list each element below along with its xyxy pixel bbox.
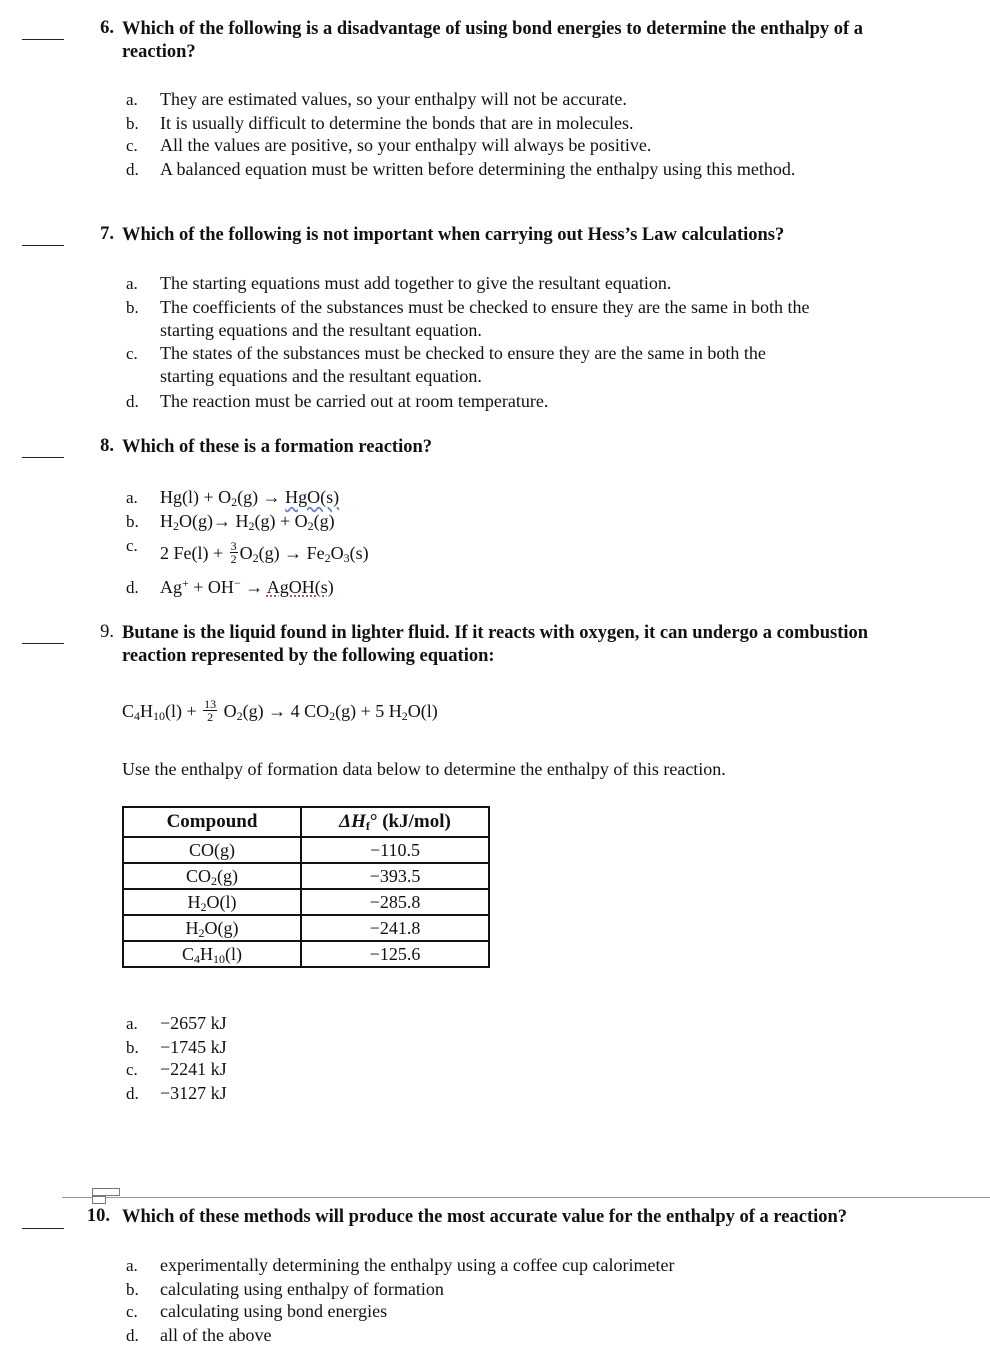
fraction-denominator: 2 (230, 552, 237, 567)
table-row (123, 863, 489, 889)
question-text (122, 622, 868, 668)
page-break-handle-bottom (92, 1196, 106, 1204)
option-letter: b. (126, 1038, 139, 1057)
fraction-numerator: 13 (204, 697, 217, 712)
option-text: −1745 kJ (160, 1037, 227, 1057)
table-cell-compound (123, 889, 301, 915)
equation-part: (g) (313, 511, 335, 531)
option-text: −3127 kJ (160, 1083, 227, 1103)
table-cell-compound (123, 837, 301, 863)
fraction (203, 698, 217, 723)
formula: (g) (217, 866, 238, 886)
table-cell-value: −125.6 (301, 941, 489, 967)
table-header-row (123, 807, 489, 837)
formula: (l) (225, 944, 242, 964)
delta-h-symbol: ΔH (339, 811, 366, 832)
answer-blank-q9[interactable] (22, 643, 64, 644)
equation-part: Ag (160, 577, 182, 597)
option-text: all of the above (160, 1325, 272, 1345)
option-letter: a. (126, 274, 138, 293)
table-row (123, 941, 489, 967)
formula: C (181, 944, 194, 964)
combustion-equation (122, 697, 438, 725)
option-text: experimentally determining the enthalpy using a coffee cup calorimeter (160, 1255, 675, 1275)
option-letter: b. (126, 298, 139, 317)
fraction-numerator: 3 (230, 539, 237, 554)
option-letter: d. (126, 160, 139, 179)
option-text: They are estimated values, so your enthalpy will not be accurate. (160, 89, 627, 109)
equation-part: (g) + O (254, 511, 308, 531)
subscript: 2 (329, 709, 336, 723)
page-break-handle-top (92, 1188, 120, 1196)
option-letter: b. (126, 512, 139, 531)
option-text: The reaction must be carried out at room temperature. (160, 391, 549, 411)
question-text-line: reaction represented by the following equation: (122, 646, 495, 666)
answer-blank-q8[interactable] (22, 457, 64, 458)
page-break-handle[interactable] (92, 1188, 120, 1204)
equation-part: (g) → 4 CO (242, 701, 330, 721)
table-cell-compound (123, 915, 301, 941)
formula: CO(g) (189, 840, 235, 860)
option-text: calculating using bond energies (160, 1301, 388, 1321)
option-text-line: starting equations and the resultant equation. (160, 366, 482, 386)
equation-part: Hg(l) + O (160, 487, 232, 507)
table-row (123, 837, 489, 863)
equation-part: H (160, 511, 173, 531)
question-text (122, 1206, 847, 1229)
formula: O(l) (206, 892, 237, 912)
equation-part: (g) + 5 H (335, 701, 402, 721)
equation-part: (s) (349, 543, 369, 563)
equation-part: O(g)→ H (179, 511, 249, 531)
option-letter: c. (126, 1060, 138, 1079)
fraction (230, 540, 238, 565)
question-number: 10. (86, 1206, 110, 1226)
question-text-line: Which of the following is not important when carrying out Hess’s Law calculations? (122, 225, 785, 245)
option-letter: b. (126, 1280, 139, 1299)
option-letter: a. (126, 488, 138, 507)
question-text-line: Which of the following is a disadvantage of using bond energies to determine the enthalpy of a (122, 19, 864, 39)
option-text: The starting equations must add together to give the resultant equation. (160, 273, 672, 293)
option-text: It is usually difficult to determine the bonds that are in molecules. (160, 113, 634, 133)
table-cell-compound (123, 941, 301, 967)
equation-part: (l) + (165, 701, 202, 721)
subscript: 2 (307, 519, 314, 533)
option-text: −2241 kJ (160, 1059, 227, 1079)
option-letter: c. (126, 536, 138, 555)
option-text-line: The states of the substances must be checked to ensure they are the same in both the (160, 343, 766, 363)
option-text: A balanced equation must be written before determining the enthalpy using this method. (160, 159, 796, 179)
subscript: 2 (173, 519, 179, 533)
question-text (122, 436, 432, 459)
formula: CO (185, 866, 211, 886)
superscript: − (233, 576, 241, 590)
equation-part: O (330, 543, 344, 563)
equation-part: 2 Fe(l) + (160, 543, 228, 563)
question-number: 6. (100, 18, 114, 38)
table-cell-value: −393.5 (301, 863, 489, 889)
table-header-enthalpy (301, 807, 489, 837)
formula: H (200, 944, 213, 964)
page-break-line (62, 1197, 990, 1198)
option-equation (160, 510, 920, 533)
subscript: 2 (252, 551, 259, 565)
instruction-text: Use the enthalpy of formation data below to determine the enthalpy of this reaction. (122, 759, 726, 779)
answer-blank-q7[interactable] (22, 245, 64, 246)
equation-part: C (122, 701, 135, 721)
equation-part: (g) → (237, 487, 286, 507)
option-letter: d. (126, 392, 139, 411)
option-letter: c. (126, 1302, 138, 1321)
table-cell-value: −285.8 (301, 889, 489, 915)
question-text (122, 224, 784, 247)
subscript: 10 (153, 709, 166, 723)
equation-part: H (140, 701, 154, 721)
table-header-compound: Compound (123, 807, 301, 837)
option-equation (160, 539, 920, 567)
table-cell-value: −110.5 (301, 837, 489, 863)
degree-symbol: ° (369, 811, 378, 832)
option-letter: c. (126, 344, 138, 363)
subscript: 3 (343, 551, 350, 565)
table-row (123, 889, 489, 915)
subscript: f (365, 819, 370, 833)
option-letter: d. (126, 578, 139, 597)
option-letter: c. (126, 136, 138, 155)
option-text: All the values are positive, so your enthalpy will always be positive. (160, 135, 652, 155)
formula: H (187, 892, 201, 912)
option-letter: d. (126, 1084, 139, 1103)
answer-blank-q6[interactable] (22, 39, 64, 40)
answer-blank-q10[interactable] (22, 1228, 64, 1229)
equation-part: O (239, 543, 253, 563)
unit-label: (kJ/mol) (382, 811, 451, 832)
subscript: 2 (324, 551, 331, 565)
option-equation (160, 576, 920, 599)
equation-part: + OH (188, 577, 234, 597)
question-number: 8. (100, 436, 114, 456)
option-letter: d. (126, 1326, 139, 1345)
subscript: 2 (211, 874, 217, 888)
subscript: 4 (134, 709, 141, 723)
question-number: 9. (100, 622, 114, 642)
question-text-line: reaction? (122, 42, 196, 62)
subscript: 2 (236, 709, 243, 723)
option-text: −2657 kJ (160, 1013, 227, 1033)
option-text-line: starting equations and the resultant equation. (160, 320, 482, 340)
question-number: 7. (100, 224, 114, 244)
table-row (123, 915, 489, 941)
option-letter: a. (126, 1014, 138, 1033)
option-letter: a. (126, 1256, 138, 1275)
option-text: calculating using enthalpy of formation (160, 1279, 444, 1299)
subscript: 2 (198, 926, 205, 940)
enthalpy-table (122, 806, 490, 968)
question-text-line: Which of these is a formation reaction? (122, 437, 433, 457)
formula: H (185, 918, 199, 938)
option-letter: b. (126, 114, 139, 133)
equation-part: (g) → Fe (258, 543, 325, 563)
formula: O(g) (204, 918, 239, 938)
subscript: 10 (213, 952, 225, 966)
subscript: 2 (248, 519, 255, 533)
equation-part: → (240, 577, 267, 597)
question-text-line: Butane is the liquid found in lighter fluid. If it reacts with oxygen, it can undergo a combustion (122, 623, 869, 643)
spellcheck-underlined-text: AgOH(s) (266, 577, 334, 597)
question-text-line: Which of these methods will produce the most accurate value for the enthalpy of a reaction? (122, 1207, 848, 1227)
option-text (160, 342, 920, 388)
equation-part: O (219, 701, 237, 721)
option-text (160, 296, 920, 342)
table-cell-value: −241.8 (301, 915, 489, 941)
equation-part: O(l) (407, 701, 438, 721)
spellcheck-underlined-text: HgO(s) (285, 487, 340, 507)
subscript: 4 (194, 952, 200, 966)
option-equation (160, 486, 920, 509)
fraction-denominator: 2 (207, 710, 214, 725)
superscript: + (182, 576, 189, 590)
table-cell-compound (123, 863, 301, 889)
subscript: 2 (401, 709, 408, 723)
option-letter: a. (126, 90, 138, 109)
subscript: 2 (231, 495, 238, 509)
option-text-line: The coefficients of the substances must be checked to ensure they are the same in both the (160, 297, 810, 317)
question-text (122, 18, 863, 64)
subscript: 2 (200, 900, 207, 914)
